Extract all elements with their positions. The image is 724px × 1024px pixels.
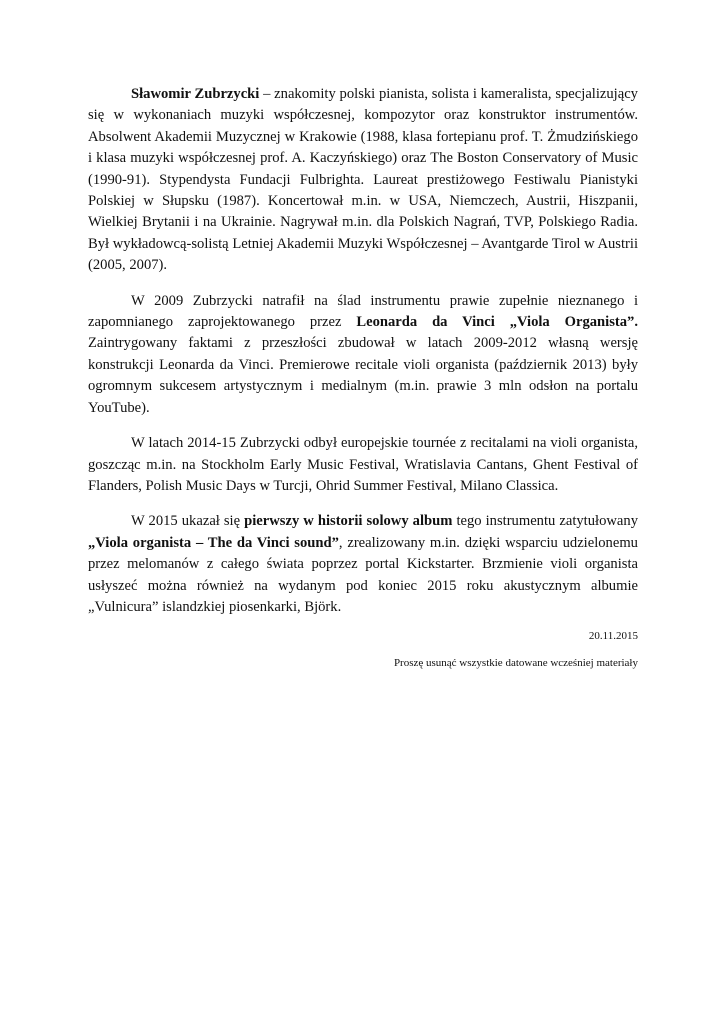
paragraph-tour (88, 433, 638, 497)
album-title: „Viola organista – The da Vinci sound” (88, 534, 339, 551)
document-body (88, 84, 638, 632)
removal-note: Proszę usunąć wszystkie datowane wcześniej materiały (393, 657, 638, 669)
discovery-text-end: Zaintrygowany faktami z przeszłości zbudował w latach 2009-2012 własną wersję konstrukcji Leonarda da Vinci. Premierowe recitale violi organista (październik 2013) były ogromnym sukcesem artystycznym i medialnym (m.in. prawie 3 mln odsłon na portalu YouTube). (88, 335, 638, 416)
album-text-start: W 2015 ukazał się (131, 513, 245, 530)
instrument-name: Leonarda da Vinci „Viola Organista”. (356, 314, 638, 331)
artist-name: Sławomir Zubrzycki (131, 86, 260, 102)
biography-text: – znakomity polski pianista, solista i kameralista, specjalizujący się w wykonaniach muzyki współczesnej, kompozytor oraz konstruktor instrumentów. Absolwent Akademii Muzycznej w Krakowie (1988, klasa fortepianu prof. T. Żmudzińskiego i klasa muzyki współczesnej prof. A. Kaczyńskiego) oraz The Boston Conservatory of Music (1990-91). Stypendysta Fundacji Fulbrighta. Laureat prestiżowego Festiwalu Pianistyki Polskiej w Słupsku (1987). Koncertował m.in. w USA, Niemczech, Austrii, Hiszpanii, Wielkiej Brytanii i na Ukrainie. Nagrywał m.in. dla Polskich Nagrań, TVP, Polskiego Radia. Był wykładowcą-solistą Letniej Akademii Muzyki Współczesnej – Avantgarde Tirol w Austrii (2005, 2007). (88, 86, 638, 274)
paragraph-biography (88, 84, 638, 277)
paragraph-album (88, 511, 638, 618)
album-text-middle: tego instrumentu zatytułowany (452, 513, 638, 530)
discovery-text-start: W 2009 Zubrzycki natrafił na ślad instrumentu prawie zupełnie nieznanego i zapomnianego zaprojektowanego przez (88, 292, 638, 331)
album-text-end: , zrealizowany m.in. dzięki wsparciu udzielonemu przez melomanów z całego świata poprzez portal Kickstarter. Brzmienie violi organista usłyszeć można również na wydanym pod koniec 2015 roku akustycznym albumie „Vulnicura” islandzkiej piosenkarki, Björk. (88, 534, 638, 615)
document-date: 20.11.2015 (588, 630, 638, 642)
tour-text: W latach 2014-15 Zubrzycki odbył europejskie tournée z recitalami na violi organista, goszcząc m.in. na Stockholm Early Music Festival, Wratislavia Cantans, Ghent Festival of Flanders, Polish Music Days w Turcji, Ohrid Summer Festival, Milano Classica. (88, 435, 638, 494)
album-highlight: pierwszy w historii solowy album (244, 513, 453, 530)
paragraph-discovery (88, 291, 638, 419)
